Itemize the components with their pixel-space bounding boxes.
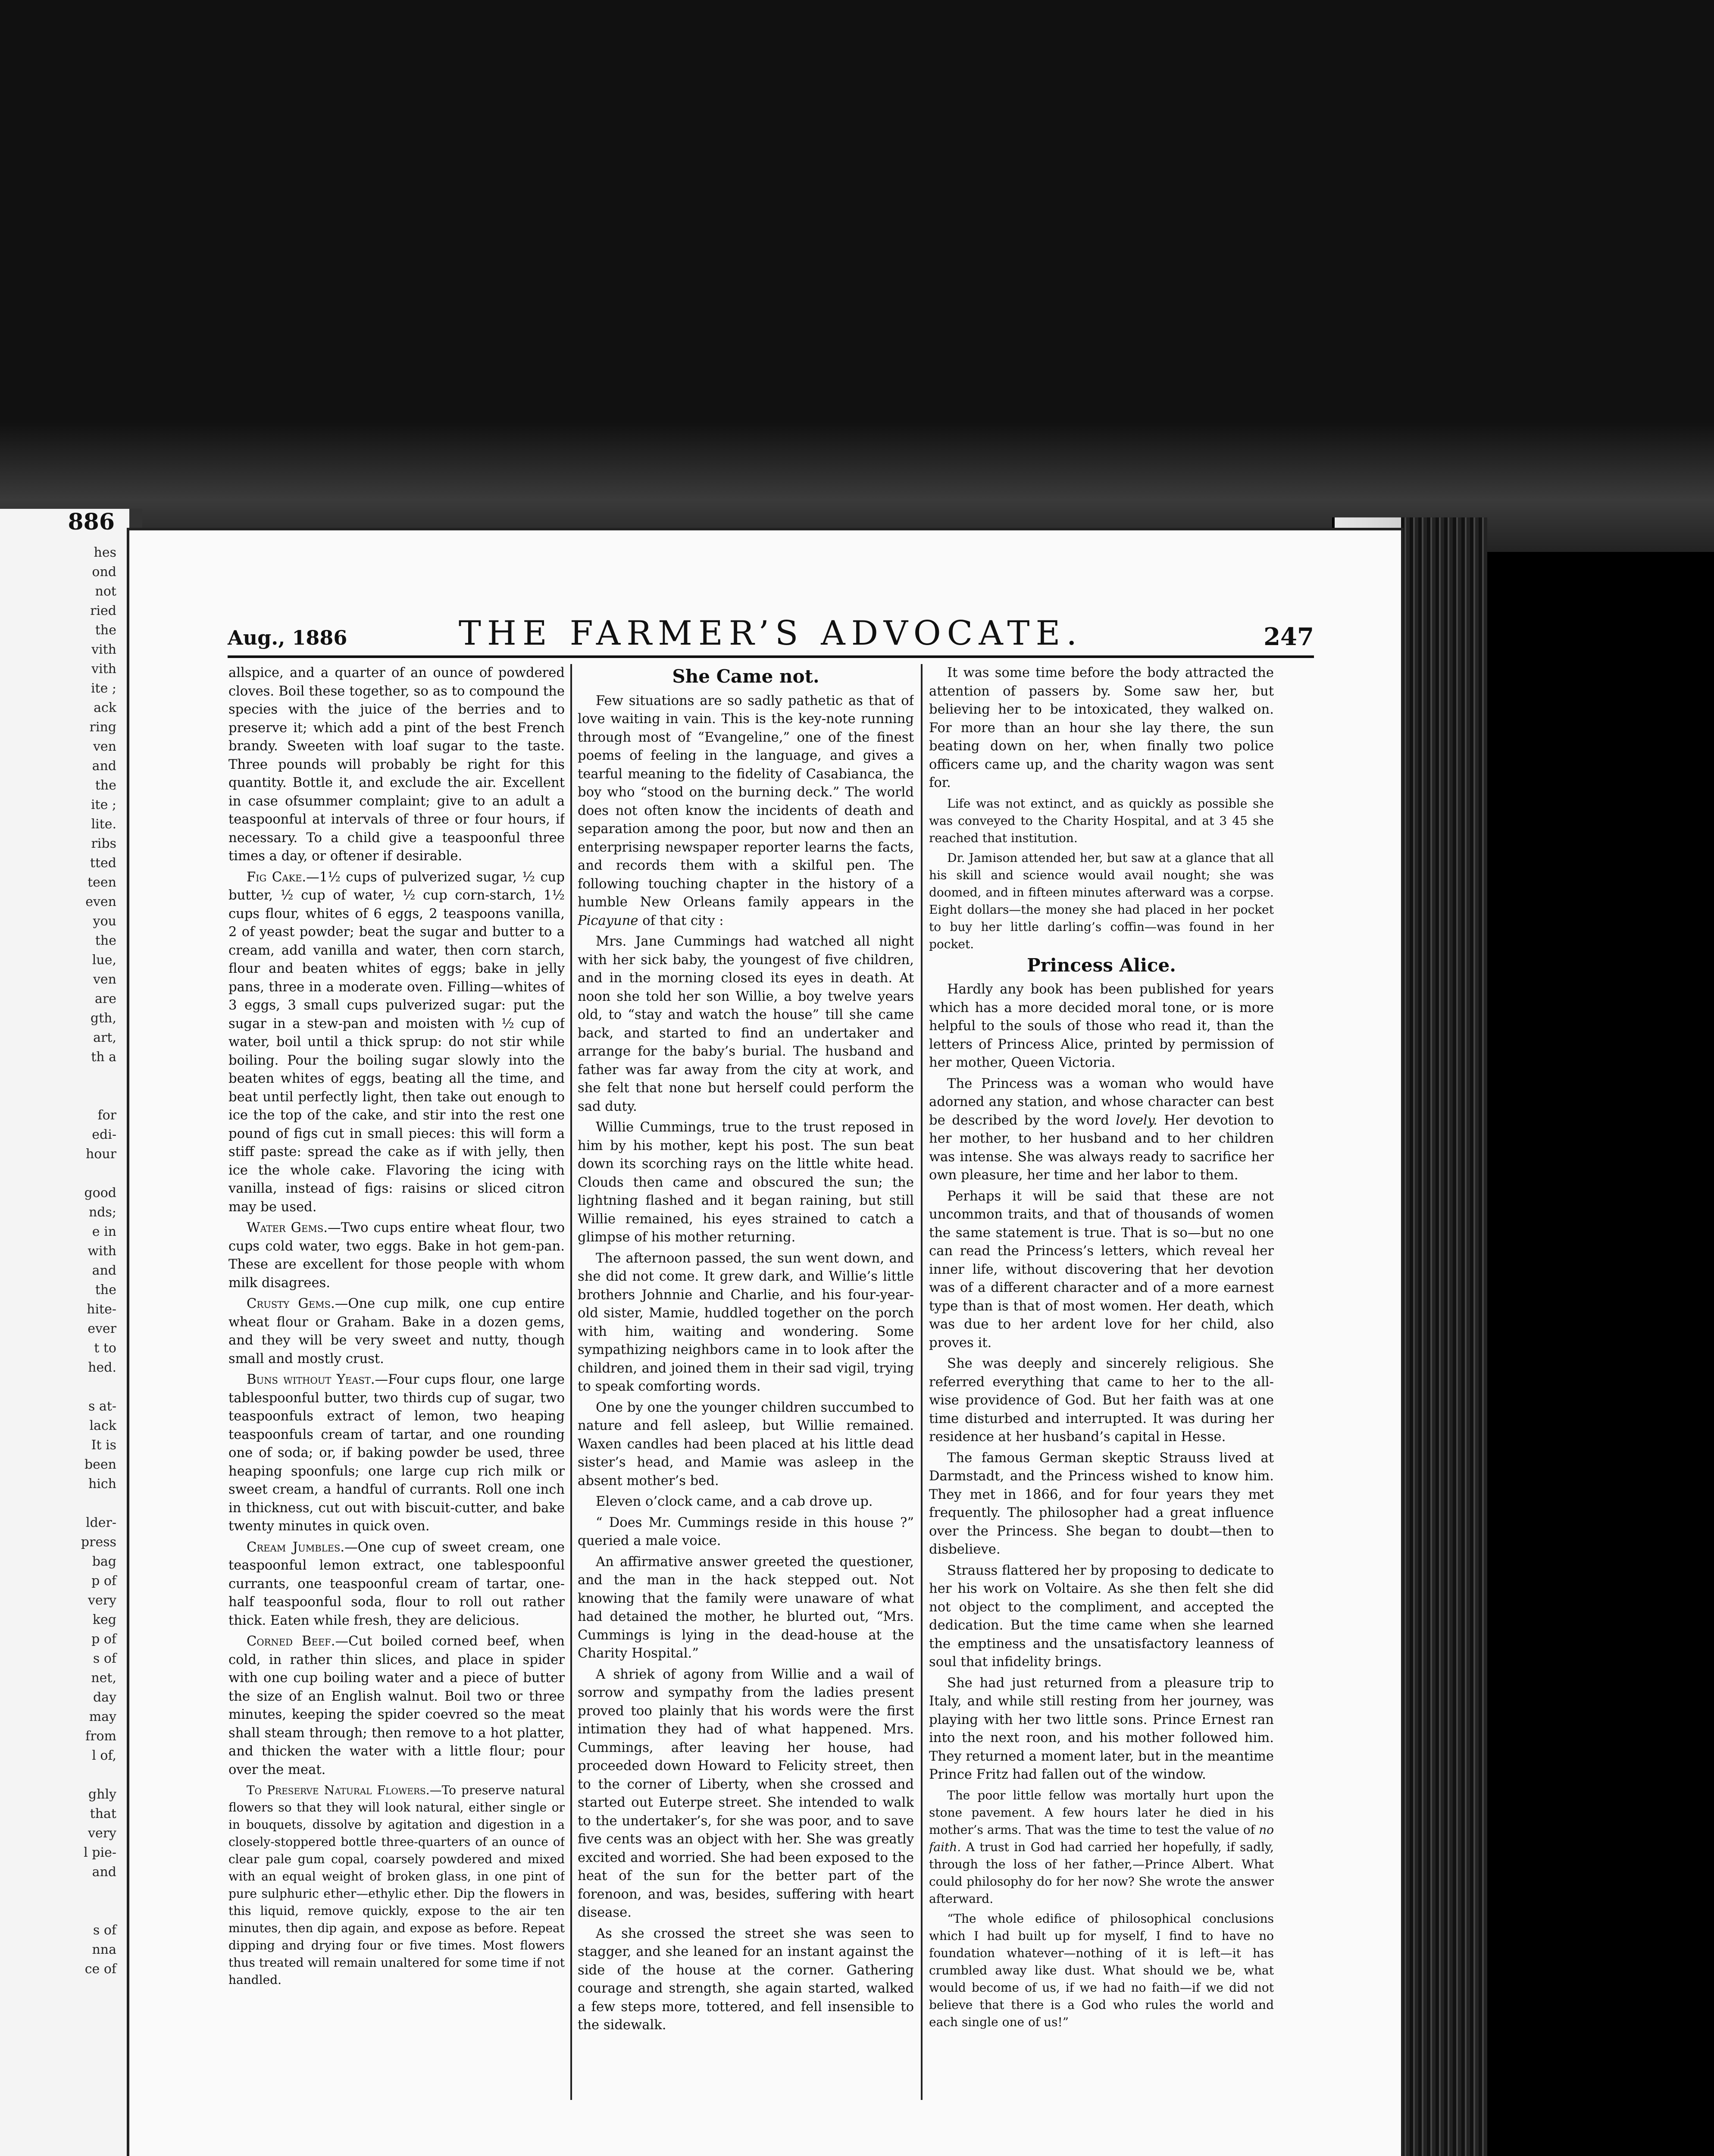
recipe-water-gems (228, 1219, 565, 1292)
column-recipes (228, 664, 565, 2100)
left-page-line-fragment: net, (91, 1670, 116, 1686)
left-page-line-fragment: lack (89, 1418, 116, 1433)
left-page-line-fragment: ried (90, 603, 116, 618)
left-page-line-fragment: ce of (84, 1962, 116, 1977)
left-page-line-fragment: tted (90, 856, 116, 871)
paragraph: An affirmative answer greeted the questioner, and the man in the hack stepped out. Not knowing that the family were unaware of what had detained the mother, he blurted out, “Mrs. Cummings is lying in the dead-house at the Charity Hospital.” (578, 1554, 914, 1661)
paragraph: Perhaps it will be said that these are not uncommon traits, and that of thousands of women the same statement is true. That is so—but no one can read the Princess’s letters, which reveal her inner life, without discovering that her devotion was of a different character and of a more earnest type than is that of most women. Her death, which was due to her ardent love for her child, also proves it. (929, 1188, 1274, 1351)
left-page-line-fragment: l of, (92, 1748, 116, 1763)
paragraph: The famous German skeptic Strauss lived at Darmstadt, and the Princess wished to know him. They met in 1866, and for four years they met frequently. The philosopher had a great influence over the Princess. She began to doubt—then to disbelieve. (929, 1450, 1274, 1557)
paragraph: A shriek of agony from Willie and a wail of sorrow and sympathy from the ladies present proved too plainly that his words were the first intimation they had of what happened. Mrs. Cummings, after leaving her house, had proceeded down Howard to Felicity street, then to the corner of Liberty, when she crossed and started out Euterpe street. She intended to walk to the undertaker’s, for she was poor, and to save five cents was an object with her. She was greatly excited and worried. She had been exposed to the heat of the sun for the better part of the forenoon, and was, besides, suffering with heart disease. (578, 1667, 914, 1920)
book-spine-edge (1401, 517, 1487, 2156)
left-page-line-fragment: s of (93, 1651, 116, 1666)
left-page-line-fragment: not (95, 584, 116, 599)
paragraph: Willie Cummings, true to the trust reposed in him by his mother, kept his post. The sun beat down its scorching rays on the little white head. Clouds then came and obscured the sun; the lightning flashed and it began raining, but still Willie remained, his eyes strained to catch a glimpse of his mother returning. (578, 1120, 914, 1245)
left-page-line-fragment: ite ; (91, 681, 116, 696)
left-page-line-fragment: edi- (92, 1127, 116, 1142)
recipe-text: —1½ cups of pulverized sugar, ½ cup butter, ½ cup of water, ½ cup corn-starch, 1½ cups flour, whites of 6 eggs, 2 teaspoons vanilla, 2 of yeast powder; beat the sugar and butter to a cream, add vanilla and water, then corn starch, flour and beaten whites of eggs; bake in jelly pans, three in a moderate oven. Filling—whites of 3 eggs, 3 small cups pulverized sugar: put the sugar in a stew-pan and moisten with ½ cup of water, boil until a thick sprup: do not stir while boiling. Pour the boiling sugar slowly into the beaten whites of eggs, beating all the time, and beat until perfectly light, then take out enough to ice the top of the cake, and stir into the rest one pound of figs cut in small pieces: this will form a stiff paste: spread the cake as if with jelly, then ice the whole cake. Flavoring the icing with vanilla, instead of figs: raisins or sliced citron may be used. (228, 869, 565, 1215)
left-page-line-fragment (0, 1164, 129, 1183)
left-page-line-fragment: hite- (87, 1302, 116, 1317)
recipe-text: —Four cups flour, one large tablespoonful butter, two thirds cup of sugar, two teaspoonfuls extract of lemon, two heaping teaspoonfuls cream of tartar, and one rounding one of soda; or, if baking powder be used, three heaping spoonfuls; one large cup rich milk or sweet cream, a handful of currants. Roll one inch in thickness, cut out with biscuit-cutter, and bake twenty minutes in quick oven. (228, 1372, 565, 1534)
left-page-line-fragment: hed. (88, 1360, 116, 1375)
column-she-came-not (578, 664, 914, 2100)
left-page-line-fragment: ack (94, 700, 116, 715)
recipe-title: Crusty Gems. (247, 1296, 335, 1311)
newspaper-name: Picayune (578, 913, 638, 928)
left-page-line-fragment: and (92, 1865, 116, 1880)
paragraph-text: A trust in God had carried her hopefully, if sadly, through the loss of her father,—Prince Albert. What could philosophy do for her now? She wrote the answer afterward. (929, 1839, 1274, 1906)
left-page-line-fragment: ven (93, 972, 116, 987)
left-page-line-fragment: bag (92, 1554, 116, 1569)
left-page-line-fragment: hich (88, 1476, 116, 1492)
left-page-line-fragment: vith (91, 661, 116, 677)
recipe-title: Water Gems. (247, 1220, 328, 1235)
left-page-line-fragment: teen (88, 875, 116, 890)
left-page-line-fragment: th a (91, 1050, 116, 1065)
column-rule (570, 664, 572, 2100)
left-page-line-fragment: with (88, 1244, 116, 1259)
left-page-fragment (0, 509, 132, 2156)
left-page-line-fragment: very (88, 1593, 116, 1608)
left-page-line-fragment: keg (92, 1612, 116, 1627)
left-page-line-fragment: s at- (88, 1399, 116, 1414)
left-page-line-fragment: p of (91, 1632, 116, 1647)
recipe-title: To Preserve Natural Flowers. (247, 1783, 430, 1797)
left-page-line-fragment: the (95, 933, 116, 948)
article-heading: Princess Alice. (1027, 954, 1176, 976)
column-princess-alice (929, 664, 1274, 2100)
article-heading: She Came not. (672, 666, 819, 687)
recipe-crusty-gems (228, 1295, 565, 1368)
paragraph: She was deeply and sincerely religious. She referred everything that came to her to the all-wise providence of God. But her faith was at one time disturbed and interrupted. It was during her residence at her husband’s capital in Hesse. (929, 1356, 1274, 1445)
left-page-line-fragment: ribs (91, 836, 116, 851)
left-page-line-fragment: ghly (88, 1787, 116, 1802)
paragraph: Hardly any book has been published for years which has a more decided moral tone, or is more helpful to the souls of those who read it, than the letters of Princess Alice, printed by permission of her mother, Queen Victoria. (929, 982, 1274, 1070)
masthead-title: THE FARMER’S ADVOCATE. (458, 614, 1083, 653)
left-page-line-fragment: lder- (85, 1515, 116, 1530)
recipe-title: Fig Cake. (247, 869, 307, 885)
left-page-line-fragment: the (95, 778, 116, 793)
left-page-line-fragment: the (95, 623, 116, 638)
paragraph: Eleven o’clock came, and a cab drove up. (596, 1494, 873, 1509)
recipe-title: Cream Jumbles. (247, 1539, 345, 1555)
paragraph: One by one the younger children succumbed to nature and fell asleep, but Willie remained. Waxen candles had been placed at his little dead sister’s head, and Mamie was asleep in the absent mother’s bed. (578, 1400, 914, 1489)
recipe-cream-jumbles (228, 1539, 565, 1630)
left-page-line-fragment (0, 1377, 129, 1397)
recipe-corned-beef (228, 1633, 565, 1779)
paragraph: The afternoon passed, the sun went down, and she did not come. It grew dark, and Willie’s little brothers Johnnie and Charlie, and his four-year-old sister, Mamie, huddled together on the porch with him, waiting and wondering. Some sympathizing neighbors came in to look after the children, and joined them in their sad vigil, trying to speak comforting words. (578, 1250, 914, 1394)
left-page-line-fragment: the (95, 1282, 116, 1297)
paragraph: Life was not extinct, and as quickly as possible she was conveyed to the Charity Hospital, and at 3 45 she reached that institution. (929, 796, 1274, 845)
paragraph: As she crossed the street she was seen to stagger, and she leaned for an instant against the side of the house at the corner. Gathering courage and strength, she again started, walked a few steps more, tottered, and fell insensible to the sidewalk. (578, 1926, 914, 2033)
paragraph (929, 1075, 1274, 1185)
recipe-buns (228, 1371, 565, 1536)
left-page-line-fragment: nna (92, 1942, 116, 1957)
left-page-line-fragment: and (92, 758, 116, 774)
column-rule (921, 664, 923, 2100)
left-page-line-fragment: very (88, 1826, 116, 1841)
left-page-line-fragment (0, 1494, 129, 1513)
left-page-line-fragment: for (97, 1108, 116, 1123)
left-page-line-fragment: ven (93, 739, 116, 754)
left-page-line-fragment: ever (88, 1321, 116, 1336)
paragraph (929, 1787, 1274, 1908)
recipe-text: —One cup milk, one cup entire wheat flour or Graham. Bake in a dozen gems, and they will be very sweet and nutty, though small and mostly crust. (228, 1296, 565, 1366)
left-page-line-fragment (0, 1067, 129, 1086)
left-page-line-fragment (0, 1086, 129, 1106)
left-page-number: 886 (68, 509, 115, 535)
left-page-line-fragment: you (93, 914, 116, 929)
left-page-line-fragment: l pie- (84, 1845, 116, 1860)
emphasis: lovely. (1116, 1112, 1157, 1128)
paragraph: It was some time before the body attracted the attention of passers by. Some saw her, but believing her to be intoxicated, they walked on. For more than an hour she lay there, the sun beating down on her, when finally two police officers came up, and the charity wagon was sent for. (929, 665, 1274, 790)
left-page-line-fragment: been (84, 1457, 116, 1472)
recipe-text: —Two cups entire wheat flour, two cups cold water, two eggs. Bake in hot gem-pan. These are excellent for those people with whom milk disagrees. (228, 1220, 565, 1291)
left-page-line-fragment: It is (91, 1438, 116, 1453)
left-page-line-fragment: s of (93, 1923, 116, 1938)
emphasis: no faith. (929, 1822, 1274, 1854)
left-page-line-fragment (0, 1765, 129, 1785)
left-page-line-fragment: hes (94, 545, 116, 560)
paragraph: Mrs. Jane Cummings had watched all night with her sick baby, the youngest of five children, and in the morning closed its eyes in death. At noon she told her son Willie, a boy twelve years old, to “stay and watch the house” till she came back, and started to find an undertaker and arrange for the baby’s burial. The husband and father was far away from the city at work, and she felt that none but herself could perform the sad duty. (578, 934, 914, 1114)
left-page-line-fragment: t to (94, 1341, 116, 1356)
page-header (228, 608, 1314, 658)
left-page-line-fragment: gth, (90, 1011, 116, 1026)
left-page-line-fragment: from (85, 1729, 116, 1744)
left-page-line-fragment: that (90, 1806, 116, 1821)
recipe-flowers (228, 1782, 565, 1989)
paragraph-text: of that city : (642, 913, 724, 928)
left-page-line-fragment: art, (93, 1030, 116, 1045)
left-page-line-fragment: may (89, 1709, 116, 1724)
paragraph-text: The Princess was a woman who would have adorned any station, and whose character can best be described by the word (929, 1076, 1274, 1128)
left-page-line-fragment: good (84, 1185, 116, 1200)
issue-date: Aug., 1886 (228, 626, 347, 649)
paragraph: allspice, and a quarter of an ounce of powdered cloves. Boil these together, so as to compound the species with the juice of the berries and to preserve it; which add a pint of the best French brandy. Sweeten with loaf sugar to the taste. Three pounds will probably be right for this quantity. Bottle it, and exclude the air. Excellent in case ofsummer complaint; give to an adult a teaspoonful at intervals of three or four hours, if necessary. To a child give a teaspoonful three times a day, or oftener if desirable. (228, 665, 565, 864)
paragraph-text: Her devotion to her mother, to her husband and to her children was intense. She was always ready to sacrifice her own pleasure, her time and her labor to them. (929, 1112, 1274, 1183)
left-page-line-fragment: vith (91, 642, 116, 657)
recipe-text: —To preserve natural flowers so that they will look natural, either single or in bouquets, dissolve by agitation and digestion in a closely-stoppered bottle three-quarters of an ounce of clear pale gum copal, coarsely powdered and mixed with an equal weight of broken glass, in one pint of pure sulphuric ether—ethylic ether. Dip the flowers in this liquid, remove quickly, expose to the air ten minutes, then dip again, and expose as before. Repeat dipping and drying four or five times. Most flowers thus treated will remain unaltered for some time if not handled. (228, 1783, 565, 1987)
left-page-text (0, 543, 129, 1979)
left-page-line-fragment (0, 1882, 129, 1901)
paragraph-text: The poor little fellow was mortally hurt upon the stone pavement. A few hours later he died in his mother’s arms. That was the time to test the value of (929, 1788, 1274, 1837)
left-page-line-fragment: lite. (91, 817, 116, 832)
left-page-line-fragment: lue, (92, 953, 116, 968)
paragraph-text: Few situations are so sadly pathetic as that of love waiting in vain. This is the key-note running through most of “Evangeline,” one of the finest poems of feeling in the language, and gives a tearful meaning to the fidelity of Casabianca, the boy who “stood on the burning deck.” The world does not often know the incidents of death and separation among the poor, but now and then an enterprising newspaper reporter learns the facts, and records them with a skilful pen. The following touching chapter in the history of a humble New Orleans family appears in the (578, 693, 914, 910)
recipe-fig-cake (228, 868, 565, 1217)
recipe-text: —One cup of sweet cream, one teaspoonful lemon extract, one tablespoonful currants, one teaspoonful cream of tartar, one-half teaspoonful soda, flour to roll out rather thick. Eaten while fresh, they are delicious. (228, 1539, 565, 1628)
paragraph: “ Does Mr. Cummings reside in this house ?” queried a male voice. (578, 1515, 914, 1548)
left-page-line-fragment: p of (91, 1573, 116, 1589)
paragraph: She had just returned from a pleasure trip to Italy, and while still resting from her journey, was playing with her two little sons. Prince Ernest ran into the next roon, and his mother followed him. They returned a moment later, but in the meantime Prince Fritz had fallen out of the window. (929, 1675, 1274, 1782)
left-page-line-fragment: and (92, 1263, 116, 1278)
left-page-line-fragment: day (93, 1690, 116, 1705)
scan-background-top (0, 0, 1714, 496)
page-number: 247 (1264, 623, 1314, 651)
paragraph: Dr. Jamison attended her, but saw at a glance that all his skill and science would avail nought; she was doomed, and in fifteen minutes afterward was a corpse. Eight dollars—the money she had placed in her pocket to buy her little darling’s coffin—was found in her pocket. (929, 850, 1274, 951)
newspaper-page (129, 530, 1401, 2156)
left-page-line-fragment: press (81, 1535, 116, 1550)
left-page-line-fragment: are (95, 991, 116, 1006)
quotation: “The whole edifice of philosophical conclusions which I had built up for myself, I find to have no foundation whatever—nothing of it is left—it has crumbled away like dust. What should we be, what would become of us, if we had no faith—if we did not believe that there is a God who rules the world and each single one of us!” (929, 1911, 1274, 2029)
recipe-text: —Cut boiled corned beef, when cold, in rather thin slices, and place in spider with one cup boiling water and a piece of butter the size of an English walnut. Boil two or three minutes, keeping the spider coevred so the meat shall steam through; then remove to a hot platter, and thicken the water with a little flour; pour over the meat. (228, 1634, 565, 1777)
left-page-line-fragment: nds; (88, 1205, 116, 1220)
recipe-title: Corned Beef. (247, 1634, 335, 1649)
left-page-line-fragment: even (85, 894, 116, 909)
left-page-line-fragment (0, 1901, 129, 1921)
left-page-line-fragment: ring (89, 720, 116, 735)
left-page-line-fragment: hour (85, 1147, 116, 1162)
paragraph: Strauss flattered her by proposing to dedicate to her his work on Voltaire. As she then felt she did not object to the compliment, and accepted the dedication. But the time came when she learned the emptiness and the unsatisfactory leanness of soul that infidelity brings. (929, 1563, 1274, 1670)
left-page-line-fragment: e in (92, 1224, 116, 1239)
paragraph (578, 692, 914, 931)
left-page-line-fragment: ond (92, 564, 116, 580)
recipe-title: Buns without Yeast. (247, 1372, 375, 1387)
left-page-line-fragment: ite ; (91, 797, 116, 812)
